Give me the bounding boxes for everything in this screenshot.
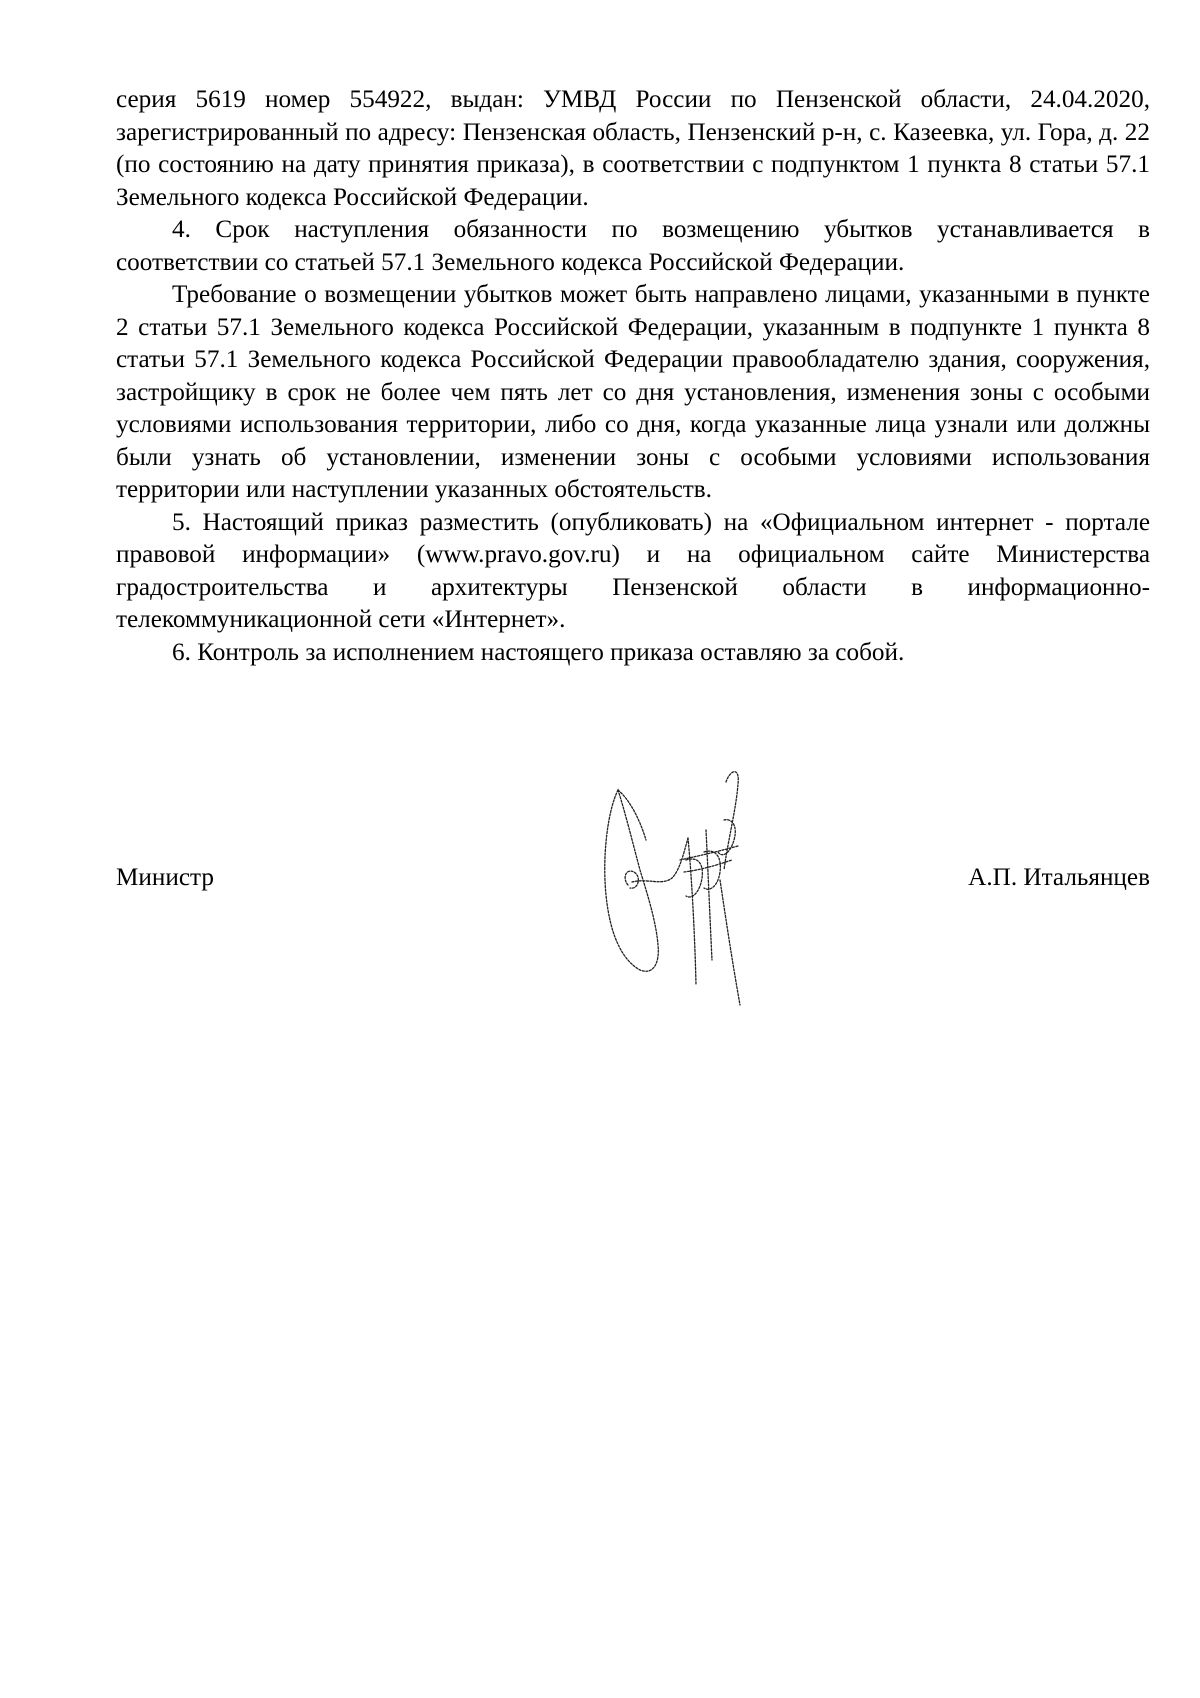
- paragraph-claim-requirement: Требование о возмещении убытков может быть направлено лицами, указанными в пункте 2 статьи 57.1 Земельного кодекса Российской Федерации, указанным в подпункте 1 пункта 8 статьи 57.1 Земельного кодекса Российской Федерации правообладателю здания, сооружения, застройщику в срок не более чем пять лет со дня установления, изменения зоны с особыми условиями использования территории, либо со дня, когда указанные лица узнали или должны были узнать об установлении, изменении зоны с особыми условиями использования территории или наступлении указанных обстоятельств.: [116, 281, 1150, 503]
- paragraph-item-6: 6. Контроль за исполнением настоящего приказа оставляю за собой.: [172, 638, 905, 666]
- handwritten-signature: [600, 760, 830, 1020]
- paragraph-item-5: 5. Настоящий приказ разместить (опубликовать) на «Официальном интернет - портале правовой информации» (www.pravo.gov.ru) и на официальном сайте Министерства градостроительства и архитектуры Пензенской области в информационно-телекоммуникационной сети «Интернет».: [116, 508, 1150, 633]
- paragraph-continuation: серия 5619 номер 554922, выдан: УМВД России по Пензенской области, 24.04.2020, зарегистрированный по адресу: Пензенская область, Пензенский р-н, с. Казеевка, ул. Гора, д. 22 (по состоянию на дату принятия приказа), в соответствии с подпунктом 1 пункта 8 статьи 57.1 Земельного кодекса Российской Федерации.: [116, 86, 1150, 211]
- document-body: [116, 84, 1150, 669]
- paragraph-item-4: 4. Срок наступления обязанности по возмещению убытков устанавливается в соответствии со статьей 57.1 Земельного кодекса Российской Федерации.: [116, 216, 1150, 276]
- signatory-title: Министр: [116, 864, 214, 891]
- signatory-name: А.П. Итальянцев: [968, 864, 1150, 891]
